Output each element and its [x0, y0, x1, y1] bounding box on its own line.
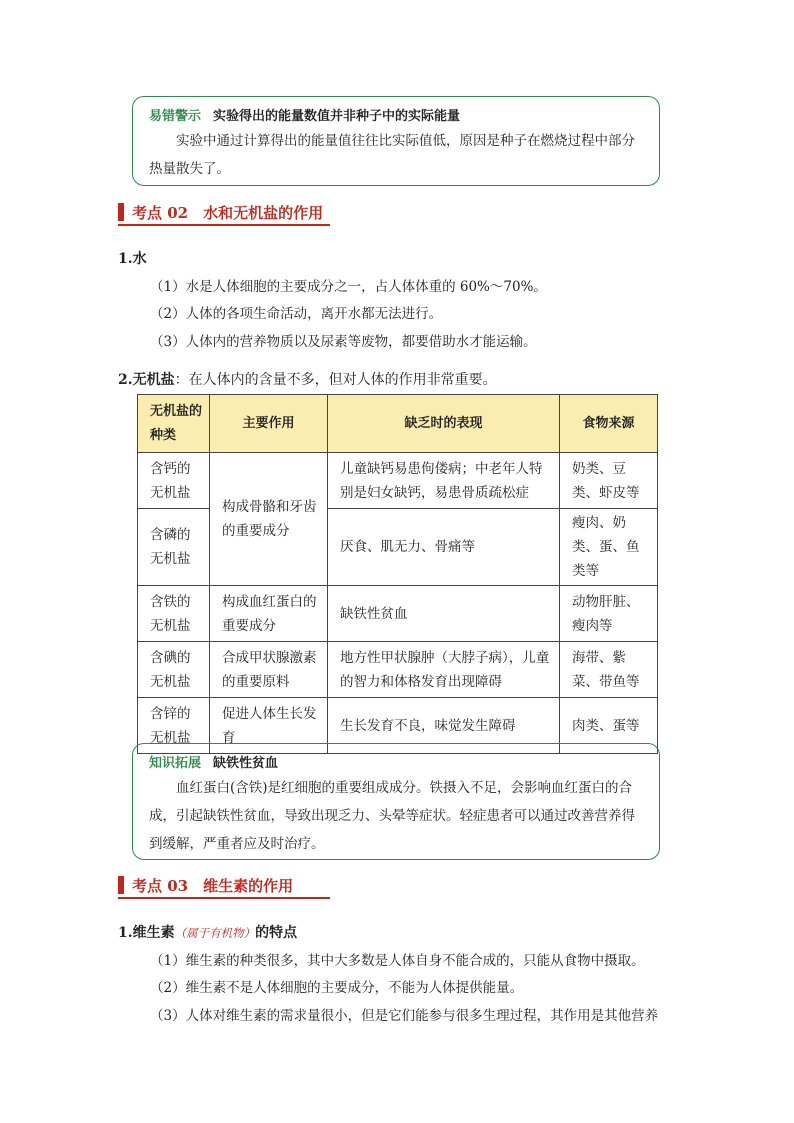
- header-function: 主要作用: [210, 395, 328, 453]
- header-type: 无机盐的种类: [138, 395, 210, 453]
- cell-deficiency: 生长发育不良，味觉发生障碍: [328, 698, 560, 754]
- cell-deficiency: 厌食、肌无力、骨痛等: [328, 509, 560, 586]
- salt-title: [118, 369, 497, 389]
- cell-type: 含钙的无机盐: [138, 453, 210, 509]
- knowledge-box: [132, 743, 660, 860]
- warning-box: [132, 96, 660, 186]
- knowledge-body: 血红蛋白(含铁)是红细胞的重要组成成分。铁摄入不足，会影响血红蛋白的合成，引起缺铁性贫血，导致出现乏力、头晕等症状。轻症患者可以通过改善营养得到缓解，严重者应及时治疗。: [149, 780, 635, 852]
- cell-function: 促进人体生长发育: [210, 698, 328, 754]
- section-title-03: 考点 03 维生素的作用: [132, 877, 294, 895]
- warning-body: 实验中通过计算得出的能量值往往比实际值低，原因是种子在燃烧过程中部分热量散失了。: [149, 133, 635, 177]
- header-deficiency: 缺乏时的表现: [328, 395, 560, 453]
- section-underline: [118, 897, 330, 899]
- table-header-row: [138, 395, 658, 453]
- water-item-3: （3）人体内的营养物质以及尿素等废物，都要借助水才能运输。: [150, 334, 537, 350]
- cell-type: 含磷的无机盐: [138, 509, 210, 586]
- vitamin-item-3: （3）人体对维生素的需求量很小，但是它们能参与很多生理过程，其作用是其他营养: [150, 1008, 659, 1024]
- knowledge-heading: 缺铁性贫血: [213, 756, 279, 771]
- warning-heading: 实验得出的能量数值并非种子中的实际能量: [213, 109, 461, 124]
- vitamin-title-label: 1.维生素: [118, 925, 175, 941]
- vitamin-item-1: （1）维生素的种类很多，其中大多数是人体自身不能合成的，只能从食物中摄取。: [150, 953, 645, 969]
- cell-function: 构成骨骼和牙齿的重要成分: [210, 453, 328, 586]
- table-row: [138, 642, 658, 698]
- cell-type: 含锌的无机盐: [138, 698, 210, 754]
- warning-box-title: [149, 105, 460, 124]
- knowledge-tag: 知识拓展: [149, 756, 202, 771]
- cell-function: 合成甲状腺激素的重要原料: [210, 642, 328, 698]
- water-item-2: （2）人体的各项生命活动，离开水都无法进行。: [150, 306, 443, 322]
- section-marker: [118, 876, 124, 894]
- cell-food: 奶类、豆类、虾皮等: [560, 453, 658, 509]
- cell-food: 瘦肉、奶类、蛋、鱼类等: [560, 509, 658, 586]
- section-title-02: 考点 02 水和无机盐的作用: [132, 204, 324, 222]
- section-marker: [118, 203, 124, 221]
- vitamin-item-2: （2）维生素不是人体细胞的主要成分，不能为人体提供能量。: [150, 980, 524, 996]
- warning-tag: 易错警示: [149, 109, 202, 124]
- table-row: [138, 453, 658, 509]
- vitamin-title-tail: 的特点: [255, 925, 298, 941]
- minerals-table: [137, 394, 658, 754]
- water-title: 1.水: [118, 251, 147, 267]
- salt-title-label: 2.无机盐: [118, 372, 175, 388]
- cell-type: 含铁的无机盐: [138, 586, 210, 642]
- water-item-1: （1）水是人体细胞的主要成分之一，占人体体重的 60%～70%。: [150, 279, 547, 295]
- header-food: 食物来源: [560, 395, 658, 453]
- cell-food: 动物肝脏、瘦肉等: [560, 586, 658, 642]
- cell-deficiency: 儿童缺钙易患佝偻病；中老年人特别是妇女缺钙，易患骨质疏松症: [328, 453, 560, 509]
- knowledge-box-title: [149, 752, 278, 771]
- table-row: [138, 586, 658, 642]
- vitamin-title: [118, 922, 297, 942]
- section-underline: [118, 224, 330, 226]
- cell-type: 含碘的无机盐: [138, 642, 210, 698]
- cell-deficiency: 缺铁性贫血: [328, 586, 560, 642]
- section-heading-02: [118, 200, 330, 226]
- cell-food: 肉类、蛋等: [560, 698, 658, 754]
- cell-deficiency: 地方性甲状腺肿（大脖子病），儿童的智力和体格发育出现障碍: [328, 642, 560, 698]
- cell-function: 构成血红蛋白的重要成分: [210, 586, 328, 642]
- vitamin-note: （属于有机物）: [174, 926, 256, 940]
- salt-description: ：在人体内的含量不多，但对人体的作用非常重要。: [174, 372, 497, 388]
- section-heading-03: [118, 873, 330, 899]
- cell-food: 海带、紫菜、带鱼等: [560, 642, 658, 698]
